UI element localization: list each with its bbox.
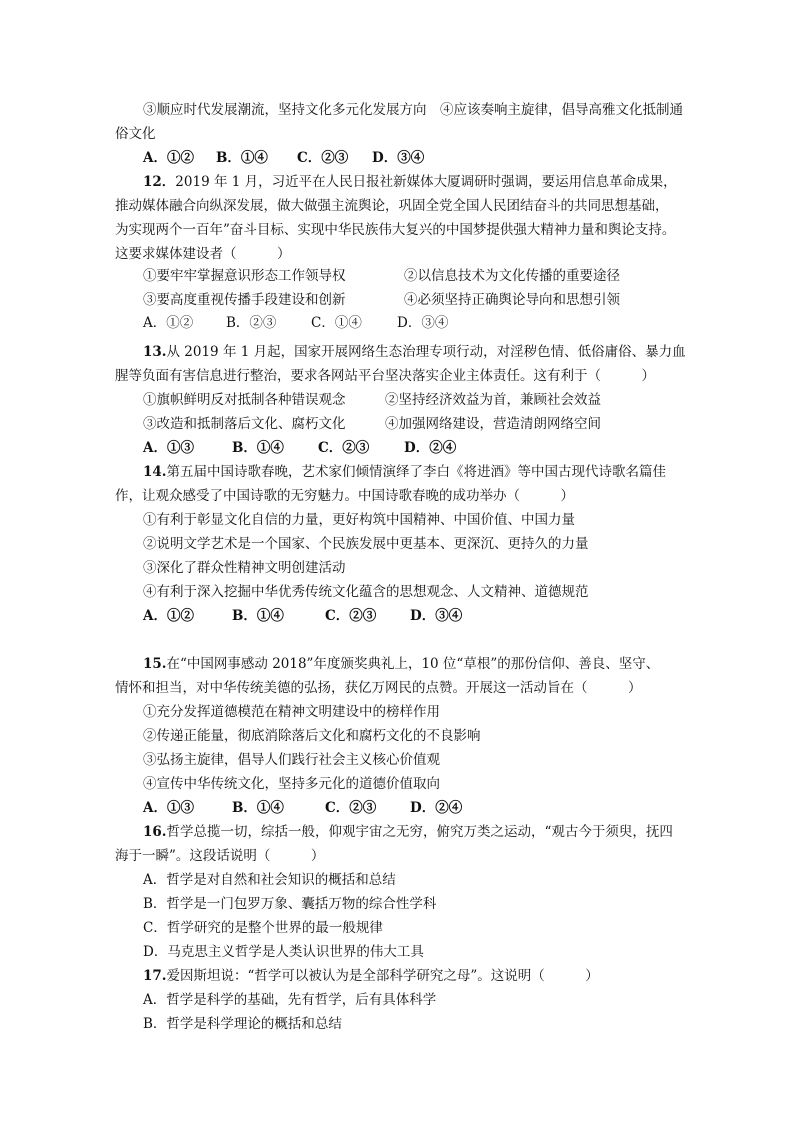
q15-option-c: C．②③: [325, 800, 377, 816]
q15-item-1: ①充分发挥道德模范在精神文明建设中的榜样作用: [143, 704, 440, 720]
q14-number: 14.: [143, 464, 167, 480]
q11-option-c: C．②③: [297, 150, 349, 166]
q15-item-4: ④宣传中华传统文化，坚持多元化的道德价值取向: [143, 776, 440, 792]
q12-item-3: ③要高度重视传播手段建设和创新: [143, 292, 346, 308]
q17-choice-a: A．哲学是科学的基础，先有哲学，后有具体科学: [143, 992, 437, 1008]
q16-choice-d: D．马克思主义哲学是人类认识世界的伟大工具: [143, 944, 424, 960]
q12-item-2: ②以信息技术为文化传播的重要途径: [404, 268, 620, 284]
q17-number: 17.: [143, 968, 167, 984]
q13-item-3: ③改造和抵制落后文化、腐朽文化: [143, 416, 346, 432]
q13-option-a: A．①③: [143, 440, 194, 456]
q14-option-b: B．①④: [232, 608, 284, 624]
q16-choice-a: A．哲学是对自然和社会知识的概括和总结: [143, 872, 396, 888]
q15-stem-line: 情怀和担当，对中华传统美德的弘扬，获亿万网民的点赞。开展这一活动旨在（ ）: [115, 680, 642, 696]
q11-item-line: ③顺应时代发展潮流，坚持文化多元化发展方向 ④应该奏响主旋律，倡导高雅文化抵制通: [143, 102, 683, 118]
q15-option-d: D．②④: [410, 800, 463, 816]
q12-option-d: D．③④: [397, 315, 449, 331]
q12-stem-text: 2019 年 1 月，习近平在人民日报社新媒体大厦调研时强调，要运用信息革命成果，: [175, 174, 677, 190]
q12-stem-line: 推动媒体融合向纵深发展，做大做强主流舆论，巩固全党全国人民团结奋斗的共同思想基础，: [115, 198, 669, 214]
q17-stem-text: 爱因斯坦说：“哲学可以被认为是全部科学研究之母”。这说明（ ）: [166, 968, 599, 984]
q13-item-1: ①旗帜鲜明反对抵制各种错误观念: [143, 392, 346, 408]
q12-stem-line: 这要求媒体建设者（ ）: [115, 246, 291, 262]
q12-item-4: ④必须坚持正确舆论导向和思想引领: [404, 292, 620, 308]
q15-item-2: ②传递正能量，彻底消除落后文化和腐朽文化的不良影响: [143, 728, 481, 744]
q14-item-2: ②说明文学艺术是一个国家、个民族发展中更基本、更深沉、更持久的力量: [143, 536, 589, 552]
q13-number: 13.: [143, 344, 167, 360]
q15-number: 15.: [143, 656, 167, 672]
q16-choice-b: B．哲学是一门包罗万象、囊括万物的综合性学科: [143, 896, 437, 912]
q12-number: 12．: [143, 174, 176, 190]
q15-option-b: B．①④: [232, 800, 284, 816]
q12-item-1: ①要牢牢掌握意识形态工作领导权: [143, 268, 346, 284]
q16-number: 16.: [143, 824, 167, 840]
q12-option-b: B．②③: [226, 315, 277, 331]
q14-option-c: C．②③: [325, 608, 377, 624]
q14-option-a: A．①②: [143, 608, 194, 624]
q11-item-line-cont: 俗文化: [115, 126, 156, 142]
q14-stem-text: 第五届中国诗歌春晚，艺术家们倾情演绎了李白《将进酒》等中国古现代诗歌名篇佳: [166, 464, 666, 480]
q16-stem-text: 哲学总揽一切，综括一般，仰观宇宙之无穷，俯究万类之运动，“观古今于须臾，抚四: [166, 824, 673, 840]
q17-stem: [143, 966, 599, 986]
q13-option-b: B．①④: [232, 440, 284, 456]
q13-option-d: D．②④: [404, 440, 457, 456]
q13-stem-line: 腥等负面有害信息进行整治，要求各网站平台坚决落实企业主体责任。这有利于（ ）: [115, 368, 655, 384]
q14-stem-line: 作，让观众感受了中国诗歌的无穷魅力。中国诗歌春晚的成功举办（ ）: [115, 488, 574, 504]
q14-option-d: D．③④: [410, 608, 463, 624]
q12-option-a: A．①②: [143, 315, 194, 331]
q17-choice-b: B．哲学是科学理论的概括和总结: [143, 1016, 342, 1032]
q16-stem: [143, 822, 673, 842]
q15-stem: [143, 654, 659, 674]
q14-item-4: ④有利于深入挖掘中华优秀传统文化蕴含的思想观念、人文精神、道德规范: [143, 584, 589, 600]
q12-stem-line: 为实现两个一百年”奋斗目标、实现中华民族伟大复兴的中国梦提供强大精神力量和舆论支持。: [115, 222, 676, 238]
q16-stem-line: 海于一瞬”。这段话说明（ ）: [115, 848, 325, 864]
q13-item-4: ④加强网络建设，营造清朗网络空间: [385, 416, 601, 432]
q13-stem-text: 从 2019 年 1 月起，国家开展网络生态治理专项行动，对淫秽色情、低俗庸俗、暴力血: [166, 344, 686, 360]
q14-item-1: ①有利于彰显文化自信的力量，更好构筑中国精神、中国价值、中国力量: [143, 512, 575, 528]
q15-option-a: A．①③: [143, 800, 194, 816]
q11-option-d: D．③④: [372, 150, 425, 166]
q15-stem-text: 在“中国网事感动 2018”年度颁奖典礼上，10 位“草根”的那份信仰、善良、坚守、: [166, 656, 660, 672]
q11-option-b: B．①④: [216, 150, 268, 166]
q14-item-3: ③深化了群众性精神文明创建活动: [143, 560, 346, 576]
q16-choice-c: C．哲学研究的是整个世界的最一般规律: [143, 920, 383, 936]
q11-option-a: A．①②: [143, 150, 194, 166]
q12-option-c: C．①④: [311, 315, 362, 331]
q13-item-2: ②坚持经济效益为首，兼顾社会效益: [385, 392, 601, 408]
q13-stem: [143, 342, 686, 362]
q12-stem: [143, 172, 677, 192]
q14-stem: [143, 462, 666, 482]
q15-item-3: ③弘扬主旋律，倡导人们践行社会主义核心价值观: [143, 752, 440, 768]
q13-option-c: C．②③: [318, 440, 370, 456]
